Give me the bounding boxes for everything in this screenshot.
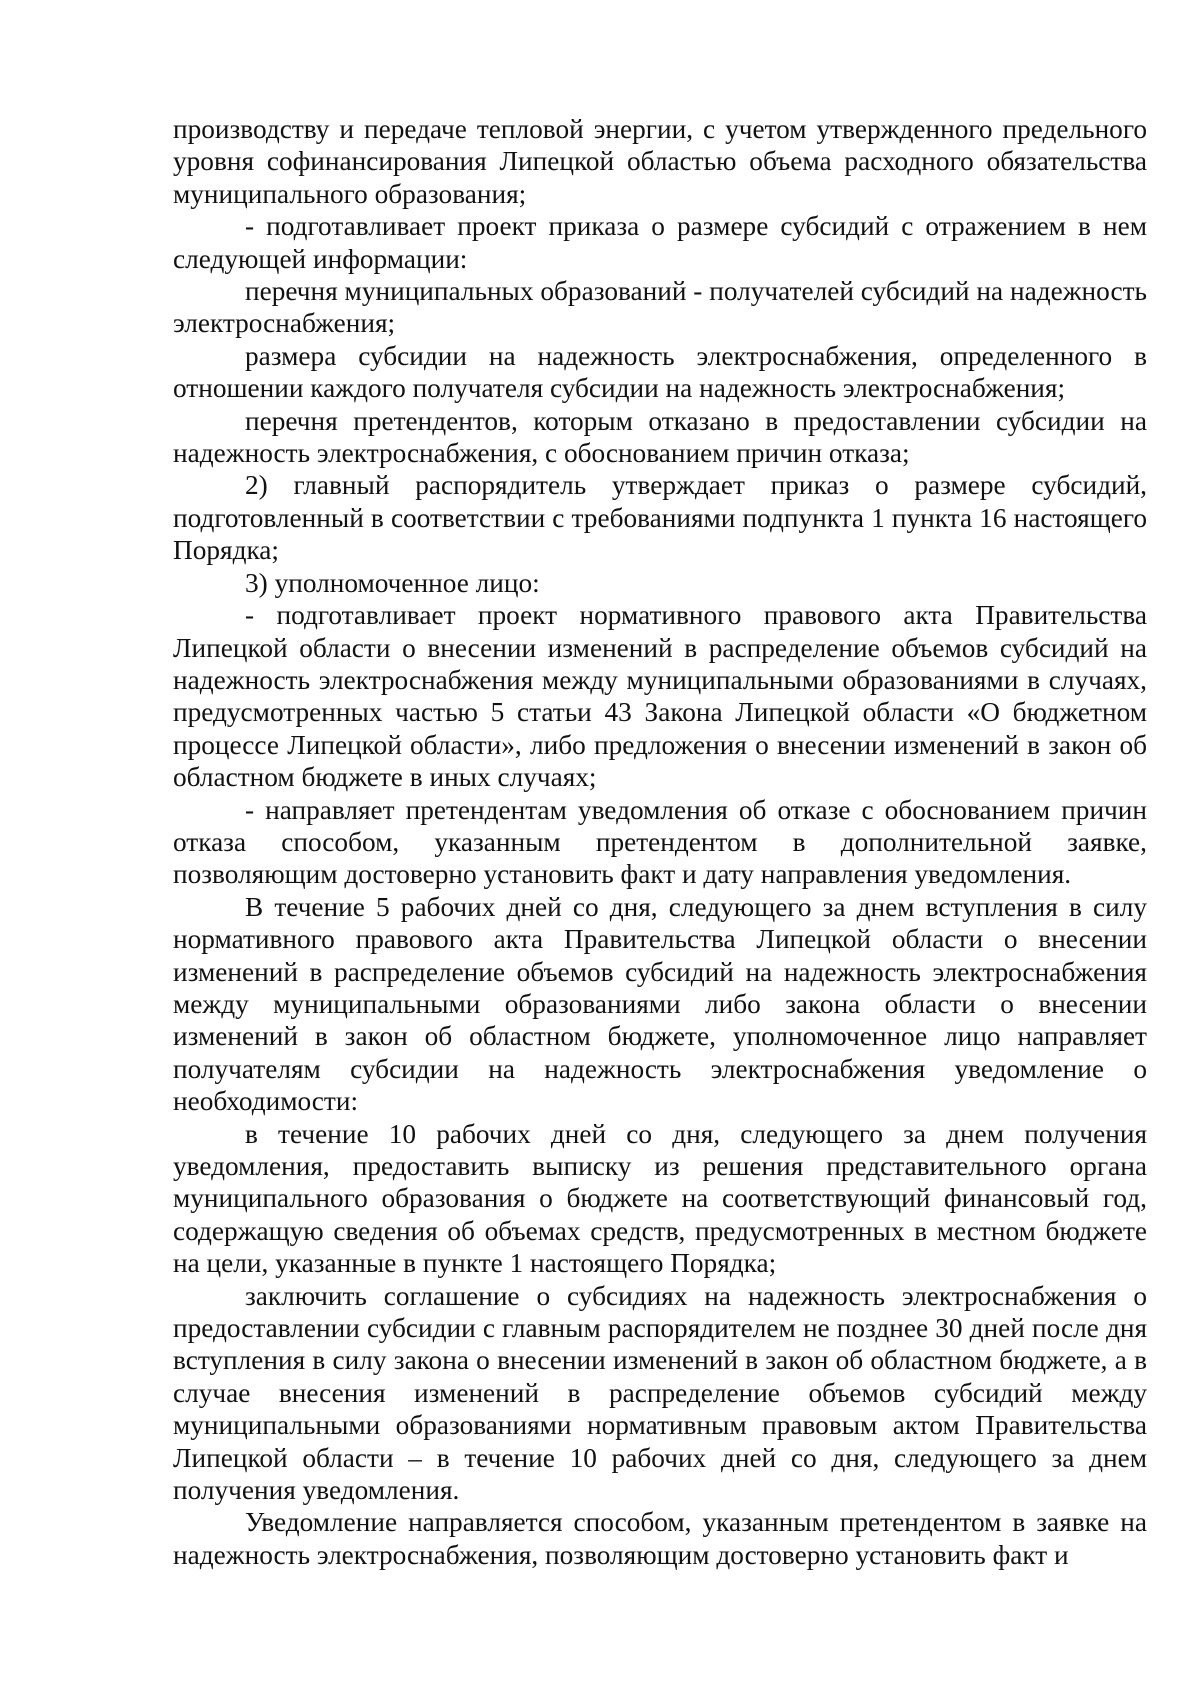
paragraph-within-10-days: в течение 10 рабочих дней со дня, следующего за днем получения уведомления, предоставить выписку из решения представительного органа муниципального образования о бюджете на соответствующий финансовый год, содержащую сведения об объемах средств, предусмотренных в местном бюджете на цели, указанные в пункте 1 настоящего Порядка; xyxy=(173,1118,1147,1279)
document-body xyxy=(173,113,1147,1571)
paragraph-send-refusal-notices: - направляет претендентам уведомления об отказе с обоснованием причин отказа способом, указанным претендентом в дополнительной заявке, позволяющим достоверно установить факт и дату направления уведомления. xyxy=(173,794,1147,890)
paragraph-conclude-agreement: заключить соглашение о субсидиях на надежность электроснабжения о предоставлении субсидии с главным распорядителем не позднее 30 дней после дня вступления в силу закона о внесении изменений в закон об областном бюджете, а в случае внесения изменений в распределение объемов субсидий между муниципальными образованиями нормативным правовым актом Правительства Липецкой области – в течение 10 рабочих дней со дня, следующего за днем получения уведомления. xyxy=(173,1280,1147,1506)
paragraph-notice-method: Уведомление направляется способом, указанным претендентом в заявке на надежность электроснабжения, позволяющим достоверно установить факт и xyxy=(173,1507,1147,1570)
paragraph-subsidy-size: размера субсидии на надежность электроснабжения, определенного в отношении каждого получателя субсидии на надежность электроснабжения; xyxy=(173,340,1147,404)
paragraph-list-municipalities: перечня муниципальных образований - получателей субсидий на надежность электроснабжения; xyxy=(173,276,1147,339)
paragraph-item-3: 3) уполномоченное лицо: xyxy=(245,567,540,598)
paragraph-item-2: 2) главный распорядитель утверждает приказ о размере субсидий, подготовленный в соответствии с требованиями подпункта 1 пункта 16 настоящего Порядка; xyxy=(173,470,1147,566)
paragraph-within-5-days: В течение 5 рабочих дней со дня, следующего за днем вступления в силу нормативного правового акта Правительства Липецкой области о внесении изменений в распределение объемов субсидий на надежность электроснабжения между муниципальными образованиями либо закона области о внесении изменений в закон об областном бюджете, уполномоченное лицо направляет получателям субсидии на надежность электроснабжения уведомление о необходимости: xyxy=(173,891,1147,1117)
paragraph-refused-applicants: перечня претендентов, которым отказано в предоставлении субсидии на надежность электроснабжения, с обоснованием причин отказа; xyxy=(173,405,1147,469)
paragraph-continuation: производству и передаче тепловой энергии, с учетом утвержденного предельного уровня софинансирования Липецкой областью объема расходного обязательства муниципального образования; xyxy=(173,114,1147,209)
paragraph-prepare-order-draft: - подготавливает проект приказа о размере субсидий с отражением в нем следующей информации: xyxy=(173,211,1147,274)
paragraph-prepare-normative-act: - подготавливает проект нормативного правового акта Правительства Липецкой области о внесении изменений в распределение объемов субсидий на надежность электроснабжения между муниципальными образованиями в случаях, предусмотренных частью 5 статьи 43 Закона Липецкой области «О бюджетном процессе Липецкой области», либо предложения о внесении изменений в закон об областном бюджете в иных случаях; xyxy=(173,600,1147,793)
